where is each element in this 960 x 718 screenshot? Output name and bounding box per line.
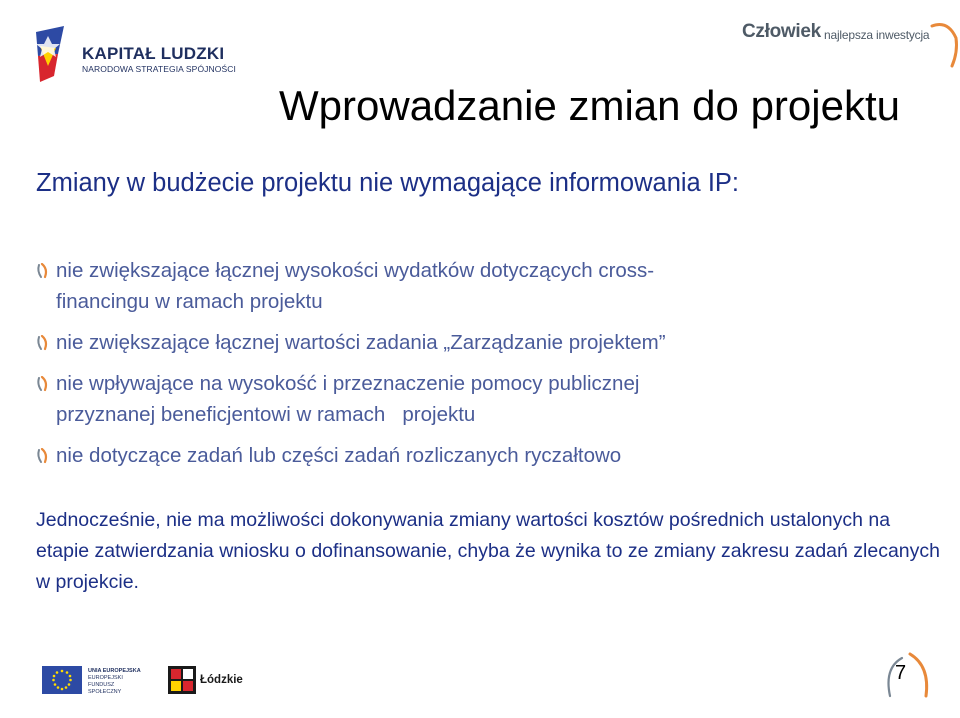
kapital-ludzki-logo <box>34 26 234 88</box>
eu-flag-icon <box>42 666 82 694</box>
eu-text-line: FUNDUSZ SPOŁECZNY <box>88 682 122 695</box>
bullet-swoosh-icon <box>35 263 49 279</box>
bullet-item <box>32 440 862 471</box>
note-paragraph: Jednocześnie, nie ma możliwości dokonywania zmiany wartości kosztów pośrednich ustalonych na etapie zatwierdzania wniosku o dofinansowanie, chyba że wynika to ze zmiany zakresu zadań zlecanych w projekcie. <box>36 509 940 593</box>
czlowiek-name: Człowiek <box>742 21 821 42</box>
bullet-swoosh-icon <box>35 448 49 464</box>
lodzkie-name: Łódzkie <box>200 674 243 686</box>
kapital-ludzki-subtitle: NARODOWA STRATEGIA SPÓJNOŚCI <box>82 64 236 74</box>
bullet-line: nie wpływające na wysokość i przeznaczenie pomocy publicznej <box>56 372 640 395</box>
lodzkie-mark-icon <box>168 666 196 694</box>
bullet-item <box>32 368 862 430</box>
slide-title: Wprowadzanie zmian do projektu <box>279 82 900 129</box>
eu-text-line: EUROPEJSKI <box>88 675 123 681</box>
bullet-line: przyznanej beneficjentowi w ramach projektu <box>56 403 476 426</box>
orange-swoosh-icon <box>928 18 960 70</box>
kapital-ludzki-title: KAPITAŁ LUDZKI <box>82 44 225 63</box>
eu-logo <box>42 664 146 696</box>
czlowiek-tagline: najlepsza inwestycja <box>824 28 930 42</box>
page-number: 7 <box>895 662 907 684</box>
lodzkie-logo <box>168 666 258 696</box>
eu-text <box>88 668 146 696</box>
bullet-line: nie zwiększające łącznej wysokości wydatków dotyczących cross- <box>56 259 655 282</box>
slide-subtitle: Zmiany w budżecie projektu nie wymagające informowania IP: <box>36 169 739 197</box>
bullet-item <box>32 255 862 317</box>
kapital-ludzki-flag-icon <box>34 26 72 88</box>
bullet-list <box>32 255 862 481</box>
czlowiek-logo <box>738 18 960 70</box>
bullet-line: nie zwiększające łącznej wartości zadania „Zarządzanie projektem” <box>56 331 666 354</box>
bullet-line: nie dotyczące zadań lub części zadań rozliczanych ryczałtowo <box>56 444 622 467</box>
bullet-swoosh-icon <box>35 335 49 351</box>
bullet-line: financingu w ramach projektu <box>56 290 323 313</box>
bullet-swoosh-icon <box>35 376 49 392</box>
bullet-item <box>32 327 862 358</box>
eu-text-line: UNIA EUROPEJSKA <box>88 668 141 674</box>
page-number-swoosh-icon <box>880 648 936 704</box>
